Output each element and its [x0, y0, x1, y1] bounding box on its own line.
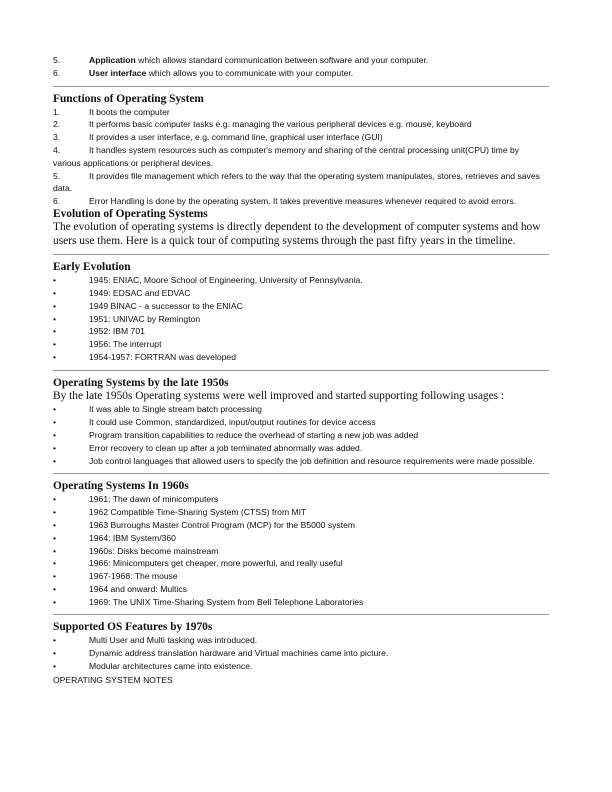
list-item	[53, 313, 549, 326]
list-item	[53, 532, 549, 545]
list-item	[53, 545, 549, 558]
list-text: 1969: The UNIX Time-Sharing System from Bell Telephone Laboratories	[89, 596, 364, 607]
list-text: 1949 BINAC - a successor to the ENIAC	[89, 300, 243, 311]
evolution-section	[53, 208, 549, 248]
term-user-interface: User interface	[89, 67, 147, 78]
bullet-icon: •	[53, 351, 57, 362]
section-heading: Operating Systems by the late 1950s	[53, 376, 229, 389]
list-item	[53, 144, 549, 170]
divider	[53, 473, 549, 474]
bullet-list	[53, 403, 549, 467]
bullet-icon: •	[53, 519, 57, 530]
list-text: 1954-1957: FORTRAN was developed	[89, 351, 236, 362]
list-item	[53, 106, 549, 119]
bullet-icon: •	[53, 300, 57, 311]
list-item	[53, 118, 549, 131]
early-evolution-section	[53, 261, 549, 364]
bullet-icon: •	[53, 571, 57, 582]
list-text: It performs basic computer tasks e.g. managing the various peripheral devices e.g. mouse, keyboard	[89, 119, 472, 130]
list-text: 1960s: Disks become mainstream	[89, 545, 219, 556]
list-text: It was able to Single stream batch processing	[89, 404, 262, 415]
seventies-section	[53, 621, 549, 686]
list-item	[53, 416, 549, 429]
document-page	[53, 54, 549, 687]
list-item	[53, 300, 549, 313]
bullet-icon: •	[53, 429, 57, 440]
bullet-icon: •	[53, 648, 57, 659]
list-text: 1964: IBM System/360	[89, 532, 176, 543]
term-description: which allows you to communicate with your computer.	[146, 67, 354, 78]
bullet-icon: •	[53, 417, 57, 428]
bullet-icon: •	[53, 442, 57, 453]
list-item	[53, 351, 549, 364]
list-item	[53, 583, 549, 596]
list-text: Error recovery to clean up after a job terminated abnormally was added.	[89, 442, 363, 453]
bullet-icon: •	[53, 313, 57, 324]
divider	[53, 370, 549, 371]
section-intro: By the late 1950s Operating systems were well improved and started supporting following usages :	[53, 389, 505, 402]
bullet-list	[53, 274, 549, 364]
bullet-list	[53, 493, 549, 608]
list-item	[53, 634, 549, 647]
list-item	[53, 338, 549, 351]
list-item	[53, 170, 549, 196]
bullet-icon: •	[53, 494, 57, 505]
bullet-icon: •	[53, 339, 57, 350]
list-text	[89, 54, 428, 67]
list-text: 1964 and onward: Multics	[89, 583, 187, 594]
list-text: Error Handling is done by the operating system. It takes preventive measures whenever required to avoid errors.	[89, 196, 517, 207]
list-number: 5.	[53, 55, 61, 65]
list-number: 5.	[53, 170, 61, 181]
list-item	[53, 287, 549, 300]
bullet-icon: •	[53, 275, 57, 286]
list-number: 3.	[53, 132, 61, 143]
list-text: 1952: IBM 701	[89, 326, 145, 337]
list-item	[53, 506, 549, 519]
list-item	[53, 647, 549, 660]
bullet-icon: •	[53, 635, 57, 646]
list-item	[53, 325, 549, 338]
list-text: It handles system resources such as computer's memory and sharing of the central processing unit(CPU) time by various applications or peripheral devices.	[53, 144, 520, 168]
section-heading: Evolution of Operating Systems	[53, 207, 208, 220]
section-heading: Early Evolution	[53, 261, 131, 274]
bullet-icon: •	[53, 287, 57, 298]
divider	[53, 254, 549, 255]
list-number: 2.	[53, 119, 61, 130]
list-text: 1967-1968: The mouse	[89, 571, 178, 582]
functions-section	[53, 93, 549, 208]
divider	[53, 86, 549, 87]
list-text: Multi User and Multi tasking was introduced.	[89, 635, 258, 646]
bullet-icon: •	[53, 326, 57, 337]
list-item	[53, 67, 549, 80]
list-text: Program transition capabilities to reduce the overhead of starting a new job was added	[89, 429, 419, 440]
sixties-section	[53, 480, 549, 608]
list-text	[89, 67, 353, 80]
evolution-paragraph: The evolution of operating systems is directly dependent to the development of computer systems and how users use them. Here is a quick tour of computing systems through the past fifty years in the timeline.	[53, 220, 541, 247]
list-item	[53, 54, 549, 67]
list-text: It boots the computer	[89, 106, 170, 117]
list-item	[53, 403, 549, 416]
bullet-icon: •	[53, 661, 57, 672]
list-text: 1961: The dawn of minicomputers	[89, 494, 219, 505]
list-text: It could use Common, standardized, input/output routines for device access	[89, 417, 376, 428]
term-description: which allows standard communication between software and your computer.	[135, 55, 429, 65]
list-item	[53, 519, 549, 532]
list-item	[53, 570, 549, 583]
list-text: 1963 Burroughs Master Control Program (MCP) for the B5000 system	[89, 519, 356, 530]
bullet-icon: •	[53, 583, 57, 594]
list-text: 1951: UNIVAC by Remington	[89, 313, 201, 324]
list-text: 1966: Minicomputers get cheaper, more powerful, and really useful	[89, 558, 343, 569]
list-text: 1945: ENIAC, Moore School of Engineering, University of Pennsylvania.	[89, 275, 363, 286]
late-1950s-section	[53, 377, 549, 468]
section-heading: Supported OS Features by 1970s	[53, 621, 213, 634]
list-text: Modular architectures came into existence.	[89, 661, 253, 672]
divider	[53, 614, 549, 615]
bullet-icon: •	[53, 596, 57, 607]
bullet-icon: •	[53, 558, 57, 569]
list-item	[53, 596, 549, 609]
bullet-icon: •	[53, 507, 57, 518]
list-text: 1962 Compatible Time-Sharing System (CTSS) from MIT	[89, 507, 307, 518]
footer-note: OPERATING SYSTEM NOTES	[53, 674, 173, 685]
list-item	[53, 455, 549, 468]
term-application: Application	[89, 55, 136, 65]
list-item	[53, 274, 549, 287]
list-number: 6.	[53, 67, 61, 78]
list-text: It provides file management which refers to the way that the operating system manipulates, stores, retrieves and saves data.	[53, 170, 540, 194]
list-text: 1956: The interrupt	[89, 339, 162, 350]
list-number: 4.	[53, 144, 61, 155]
list-text: 1949: EDSAC and EDVAC	[89, 287, 191, 298]
list-item	[53, 195, 549, 208]
list-item	[53, 660, 549, 673]
top-list	[53, 54, 549, 80]
list-item	[53, 493, 549, 506]
bullet-icon: •	[53, 455, 57, 466]
section-heading: Functions of Operating System	[53, 92, 204, 105]
list-text: Dynamic address translation hardware and Virtual machines came into picture.	[89, 648, 389, 659]
section-heading: Operating Systems In 1960s	[53, 480, 189, 493]
list-item	[53, 131, 549, 144]
list-text: It provides a user interface, e.g. command line, graphical user interface (GUI)	[89, 132, 383, 143]
list-item	[53, 429, 549, 442]
list-number: 6.	[53, 196, 61, 207]
bullet-icon: •	[53, 532, 57, 543]
bullet-icon: •	[53, 404, 57, 415]
list-number: 1.	[53, 106, 61, 117]
bullet-icon: •	[53, 545, 57, 556]
functions-list	[53, 106, 549, 208]
list-text: Job control languages that allowed users to specify the job definition and resource requirements were made possible.	[89, 455, 535, 466]
list-item	[53, 442, 549, 455]
bullet-list	[53, 634, 549, 672]
list-item	[53, 557, 549, 570]
